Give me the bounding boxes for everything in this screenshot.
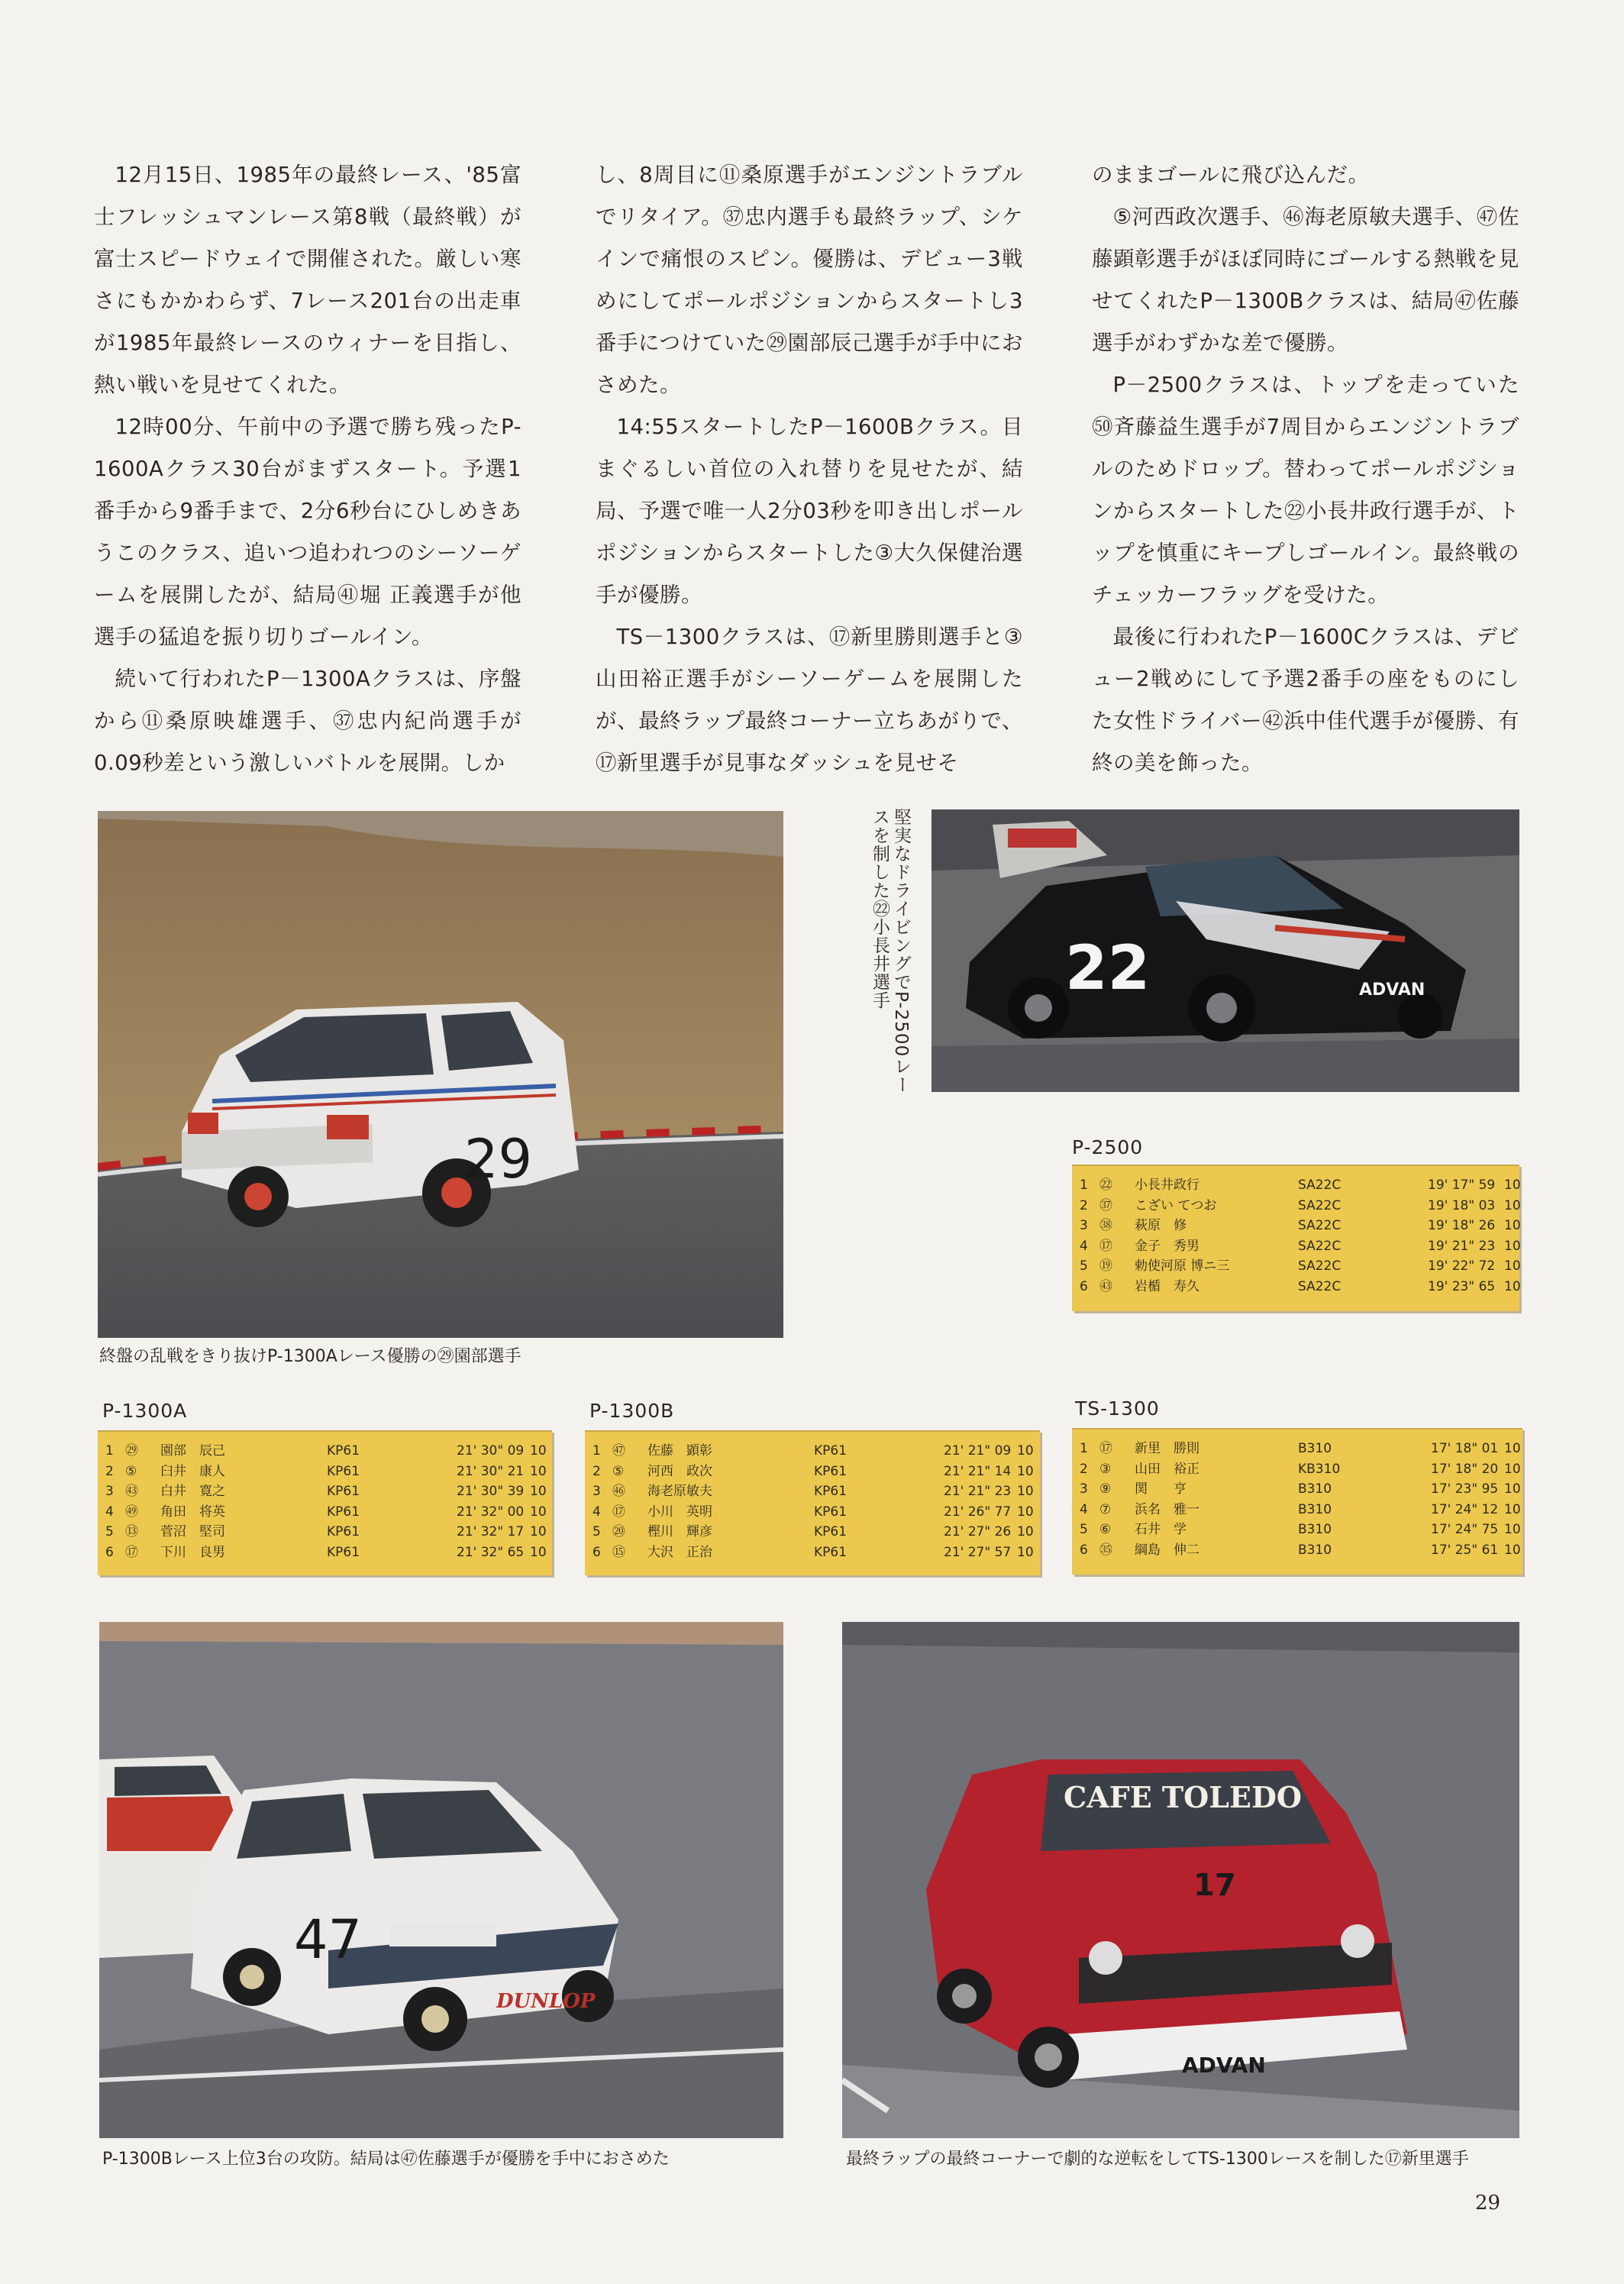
photo-p2500-winner [931, 809, 1519, 1092]
result-car: B310 [1298, 1501, 1332, 1517]
result-driver: 関 亨 [1135, 1481, 1187, 1497]
result-car: SA22C [1298, 1278, 1341, 1294]
result-car: KP61 [327, 1524, 360, 1539]
result-pos: 3 [1080, 1481, 1088, 1497]
result-row [1072, 1256, 1519, 1277]
result-row [98, 1462, 552, 1482]
result-laps: 10 [1017, 1504, 1034, 1520]
article-paragraph: 12月15日、1985年の最終レース、'85富士フレッシュマンレース第8戦（最終戦）が富士スピードウェイで開催された。厳しい寒さにもかかわらず、7レース201台の出走車が1985年最終レースのウィナーを目指し、熱い戦いを見せてくれた。 [94, 163, 521, 397]
result-pos: 5 [1080, 1522, 1088, 1537]
result-time: 17' 23" 95 [1431, 1481, 1499, 1497]
result-time: 17' 18" 01 [1431, 1441, 1499, 1456]
result-laps: 10 [1504, 1197, 1521, 1213]
result-pos: 2 [105, 1463, 114, 1479]
result-driver: 萩原 修 [1135, 1218, 1187, 1233]
result-laps: 10 [530, 1463, 547, 1479]
article-paragraph: 12時00分、午前中の予選で勝ち残ったP-1600Aクラス30台がまずスタート。予選1番手から9番手まで、2分6秒台にひしめきあうこのクラス、追いつ追われつのシーソーゲームを展開したが、結局㊶堀 正義選手が他選手の猛追を振り切りゴールイン。 [94, 415, 521, 649]
result-laps: 10 [530, 1544, 547, 1560]
sponsor-decal: ADVAN [1359, 980, 1425, 1000]
windshield-banner: CAFE TOLEDO [1064, 1780, 1303, 1814]
result-laps: 10 [530, 1504, 547, 1520]
result-laps: 10 [1504, 1238, 1521, 1254]
results-table-p2500 [1072, 1165, 1519, 1311]
result-pos: 1 [1080, 1441, 1088, 1456]
result-pos: 5 [105, 1524, 114, 1539]
result-pos: 4 [592, 1504, 601, 1520]
results-title-ts1300: TS-1300 [1075, 1397, 1160, 1420]
result-pos: 4 [1080, 1238, 1088, 1254]
result-driver: 岩楯 寿久 [1135, 1278, 1199, 1294]
results-table-p1300a [98, 1430, 552, 1575]
result-row [585, 1441, 1040, 1462]
article-column-1 [94, 154, 521, 784]
result-driver: 小長井政行 [1135, 1178, 1199, 1193]
result-time: 21' 30" 39 [457, 1484, 525, 1499]
result-pos: 5 [1080, 1258, 1088, 1274]
result-pos: 2 [592, 1463, 601, 1479]
result-laps: 10 [1017, 1544, 1034, 1560]
result-car: KP61 [327, 1504, 360, 1520]
result-num: ⑨ [1099, 1481, 1112, 1497]
result-car: SA22C [1298, 1178, 1341, 1193]
article-column-3 [1092, 154, 1519, 784]
result-num: ⑲ [1099, 1258, 1112, 1274]
result-car: B310 [1298, 1542, 1332, 1558]
result-laps: 10 [1017, 1463, 1034, 1479]
result-laps: 10 [1504, 1178, 1521, 1193]
result-pos: 6 [592, 1544, 601, 1560]
result-time: 21' 32" 17 [457, 1524, 525, 1539]
results-title-p1300b: P-1300B [589, 1400, 675, 1422]
result-car: KB310 [1298, 1461, 1341, 1477]
car-number: 47 [294, 1908, 363, 1971]
result-laps: 10 [1504, 1441, 1521, 1456]
result-pos: 4 [105, 1504, 114, 1520]
result-driver: 綱島 伸二 [1135, 1542, 1199, 1558]
result-pos: 5 [592, 1524, 601, 1539]
result-driver: 石井 学 [1135, 1522, 1187, 1537]
result-laps: 10 [1504, 1542, 1521, 1558]
sponsor-decal: ADVAN [1182, 2053, 1266, 2078]
result-laps: 10 [530, 1524, 547, 1539]
result-time: 17' 24" 75 [1431, 1522, 1499, 1537]
result-time: 21' 32" 65 [457, 1544, 525, 1560]
car-17 [926, 1759, 1407, 2088]
result-car: SA22C [1298, 1238, 1341, 1254]
result-num: ㉒ [1099, 1178, 1112, 1193]
result-car: KP61 [814, 1463, 848, 1479]
car-number: 29 [464, 1128, 533, 1190]
result-num: ⑮ [612, 1544, 625, 1560]
result-time: 21' 30" 21 [457, 1463, 525, 1479]
result-driver: 白井 寛之 [160, 1484, 225, 1499]
result-time: 17' 24" 12 [1431, 1501, 1499, 1517]
result-driver: こざい てつお [1135, 1197, 1217, 1213]
result-row [1072, 1196, 1519, 1216]
result-car: KP61 [814, 1443, 848, 1459]
result-laps: 10 [1504, 1258, 1521, 1274]
result-row [98, 1502, 552, 1523]
article-column-2 [596, 154, 1023, 784]
result-num: ⑥ [1099, 1522, 1112, 1537]
result-car: KP61 [327, 1544, 360, 1560]
result-pos: 1 [592, 1443, 601, 1459]
result-num: ⑰ [1099, 1238, 1112, 1254]
result-car: KP61 [814, 1524, 848, 1539]
result-driver: 佐藤 顕彰 [647, 1443, 712, 1459]
result-row [98, 1543, 552, 1563]
article-paragraph: ⑤河西政次選手、㊻海老原敏夫選手、㊼佐藤顕彰選手がほぼ同時にゴールする熱戦を見せてくれたP－1300Bクラスは、結局㊼佐藤選手がわずかな差で優勝。 [1092, 205, 1519, 355]
result-num: ㊸ [125, 1484, 138, 1499]
result-time: 17' 25" 61 [1431, 1542, 1499, 1558]
result-row [98, 1481, 552, 1502]
result-row [585, 1462, 1040, 1482]
result-num: ㊾ [125, 1504, 138, 1520]
result-row [1072, 1520, 1522, 1540]
result-num: ㊲ [1099, 1197, 1112, 1213]
photo-caption-1: 終盤の乱戦をきり抜けP-1300Aレース優勝の㉙園部選手 [99, 1347, 521, 1366]
article-paragraph: し、8周目に⑪桑原選手がエンジントラブルでリタイア。㊲忠内選手も最終ラップ、シケインで痛恨のスピン。優勝は、デビュー3戦めにしてポールポジションからスタートし3番手につけていた㉙園部辰己選手が手中におさめた。 [596, 163, 1023, 397]
article-paragraph: 最後に行われたP－1600Cクラスは、デビュー2戦めにして予選2番手の座をものにした女性ドライバー㊷浜中佳代選手が優勝、有終の美を飾った。 [1092, 625, 1519, 775]
result-car: SA22C [1298, 1258, 1341, 1274]
result-row [1072, 1216, 1519, 1236]
result-car: SA22C [1298, 1218, 1341, 1233]
article-paragraph: 14:55スタートしたP－1600Bクラス。目まぐるしい首位の入れ替りを見せたが、結局、予選で唯一人2分03秒を叩き出しポールポジションからスタートした③大久保健治選手が優勝。 [596, 415, 1023, 607]
result-laps: 10 [1504, 1501, 1521, 1517]
result-time: 21' 32" 00 [457, 1504, 525, 1520]
result-row [1072, 1175, 1519, 1196]
page-number: 29 [1475, 2192, 1501, 2215]
result-pos: 3 [592, 1484, 601, 1499]
result-row [1072, 1236, 1519, 1257]
photo-caption-4: 最終ラップの最終コーナーで劇的な逆転をしてTS-1300レースを制した⑰新里選手 [846, 2150, 1469, 2169]
result-num: ⑦ [1099, 1501, 1112, 1517]
article-paragraph: 続いて行われたP－1300Aクラスは、序盤から⑪桑原映雄選手、㊲忠内紀尚選手が0.09秒差という激しいバトルを展開。しか [94, 667, 521, 775]
result-num: ⑤ [125, 1463, 137, 1479]
result-pos: 6 [1080, 1278, 1088, 1294]
result-driver: 臼井 康人 [160, 1463, 225, 1479]
car-number: 22 [1065, 932, 1151, 1003]
result-driver: 小川 英明 [647, 1504, 712, 1520]
result-row [1072, 1277, 1519, 1297]
result-time: 19' 22" 72 [1428, 1258, 1496, 1274]
result-num: ⑰ [125, 1544, 138, 1560]
result-car: KP61 [327, 1484, 360, 1499]
result-pos: 3 [105, 1484, 114, 1499]
result-laps: 10 [1504, 1481, 1521, 1497]
result-num: ㊻ [612, 1484, 625, 1499]
result-laps: 10 [530, 1443, 547, 1459]
photo-p1300a-winner [98, 811, 783, 1338]
result-row [585, 1502, 1040, 1523]
result-car: B310 [1298, 1441, 1332, 1456]
result-driver: 樫川 輝彦 [647, 1524, 712, 1539]
result-time: 19' 21" 23 [1428, 1238, 1496, 1254]
result-time: 21' 21" 09 [944, 1443, 1012, 1459]
result-driver: 下川 良男 [160, 1544, 225, 1560]
result-car: KP61 [327, 1443, 360, 1459]
result-pos: 1 [105, 1443, 114, 1459]
results-title-p2500: P-2500 [1072, 1136, 1144, 1158]
result-row [1072, 1500, 1522, 1520]
article-paragraph: TS－1300クラスは、⑰新里勝則選手と③山田裕正選手がシーソーゲームを展開したが、最終ラップ最終コーナー立ちあがりで、⑰新里選手が見事なダッシュを見せそ [596, 625, 1023, 775]
result-num: ⑬ [125, 1524, 138, 1539]
result-driver: 金子 秀男 [1135, 1238, 1199, 1254]
result-time: 21' 27" 26 [944, 1524, 1012, 1539]
result-driver: 角田 将英 [160, 1504, 225, 1520]
result-car: B310 [1298, 1522, 1332, 1537]
result-row [1072, 1540, 1522, 1561]
result-time: 21' 26" 77 [944, 1504, 1012, 1520]
result-row [98, 1441, 552, 1462]
result-driver: 園部 辰己 [160, 1443, 225, 1459]
result-laps: 10 [1017, 1524, 1034, 1539]
result-driver: 浜名 雅一 [1135, 1501, 1199, 1517]
result-row [585, 1481, 1040, 1502]
results-table-ts1300 [1072, 1428, 1522, 1575]
result-car: SA22C [1298, 1197, 1341, 1213]
result-pos: 2 [1080, 1461, 1088, 1477]
results-table-p1300b [585, 1430, 1040, 1575]
result-laps: 10 [1504, 1461, 1521, 1477]
results-title-p1300a: P-1300A [102, 1400, 188, 1422]
result-driver: 大沢 正治 [647, 1544, 712, 1560]
result-car: B310 [1298, 1481, 1332, 1497]
result-row [1072, 1479, 1522, 1500]
result-row [1072, 1439, 1522, 1459]
result-time: 19' 23" 65 [1428, 1278, 1496, 1294]
result-driver: 河西 政次 [647, 1463, 712, 1479]
result-driver: 菅沼 堅司 [160, 1524, 225, 1539]
result-row [585, 1522, 1040, 1543]
result-pos: 6 [1080, 1542, 1088, 1558]
result-row [1072, 1459, 1522, 1480]
photo-p1300b-battle [99, 1622, 783, 2138]
result-car: KP61 [814, 1484, 848, 1499]
car-number: 17 [1193, 1868, 1236, 1903]
result-num: ⑳ [612, 1524, 625, 1539]
photo-ts1300-winner [842, 1622, 1519, 2138]
result-time: 19' 18" 03 [1428, 1197, 1496, 1213]
article-paragraph: P－2500クラスは、トップを走っていた㊿斉藤益生選手が7周目からエンジントラブルのためドロップ。替わってポールポジションからスタートした㉒小長井政行選手が、トップを慎重にキープしゴールイン。最終戦のチェッカーフラッグを受けた。 [1092, 373, 1519, 607]
result-time: 17' 18" 20 [1431, 1461, 1499, 1477]
result-driver: 新里 勝則 [1135, 1441, 1199, 1456]
result-time: 21' 30" 09 [457, 1443, 525, 1459]
result-num: ㊸ [1099, 1278, 1112, 1294]
result-pos: 1 [1080, 1178, 1088, 1193]
result-car: KP61 [814, 1504, 848, 1520]
result-pos: 2 [1080, 1197, 1088, 1213]
result-pos: 4 [1080, 1501, 1088, 1517]
result-laps: 10 [1504, 1522, 1521, 1537]
result-car: KP61 [327, 1463, 360, 1479]
result-driver: 海老原敏夫 [647, 1484, 712, 1499]
result-pos: 6 [105, 1544, 114, 1560]
result-num: ⑰ [1099, 1441, 1112, 1456]
result-num: ㉙ [125, 1443, 138, 1459]
result-time: 21' 21" 14 [944, 1463, 1012, 1479]
result-laps: 10 [530, 1484, 547, 1499]
result-num: ㊳ [1099, 1218, 1112, 1233]
result-laps: 10 [1017, 1484, 1034, 1499]
result-num: ⑤ [612, 1463, 625, 1479]
article-paragraph: のままゴールに飛び込んだ。 [1092, 163, 1370, 187]
result-time: 19' 17" 59 [1428, 1178, 1496, 1193]
result-row [585, 1543, 1040, 1563]
photo-caption-3: P-1300Bレース上位3台の攻防。結局は㊼佐藤選手が優勝を手中におさめた [102, 2150, 670, 2169]
result-laps: 10 [1504, 1218, 1521, 1233]
result-row [98, 1522, 552, 1543]
photo-caption-2: 堅実なドライビングでP-2500レースを制した㉒小長井選手 [870, 808, 911, 1094]
result-pos: 3 [1080, 1218, 1088, 1233]
result-num: ⑰ [612, 1504, 625, 1520]
result-num: ㊼ [612, 1443, 625, 1459]
result-laps: 10 [1017, 1443, 1034, 1459]
result-driver: 勅使河原 博ニ三 [1135, 1258, 1230, 1274]
result-time: 19' 18" 26 [1428, 1218, 1496, 1233]
result-car: KP61 [814, 1544, 848, 1560]
result-num: ㉟ [1099, 1542, 1112, 1558]
result-time: 21' 27" 57 [944, 1544, 1012, 1560]
result-laps: 10 [1504, 1278, 1521, 1294]
sponsor-decal: DUNLOP [496, 1990, 596, 2013]
result-driver: 山田 裕正 [1135, 1461, 1199, 1477]
result-num: ③ [1099, 1461, 1112, 1477]
result-time: 21' 21" 23 [944, 1484, 1012, 1499]
